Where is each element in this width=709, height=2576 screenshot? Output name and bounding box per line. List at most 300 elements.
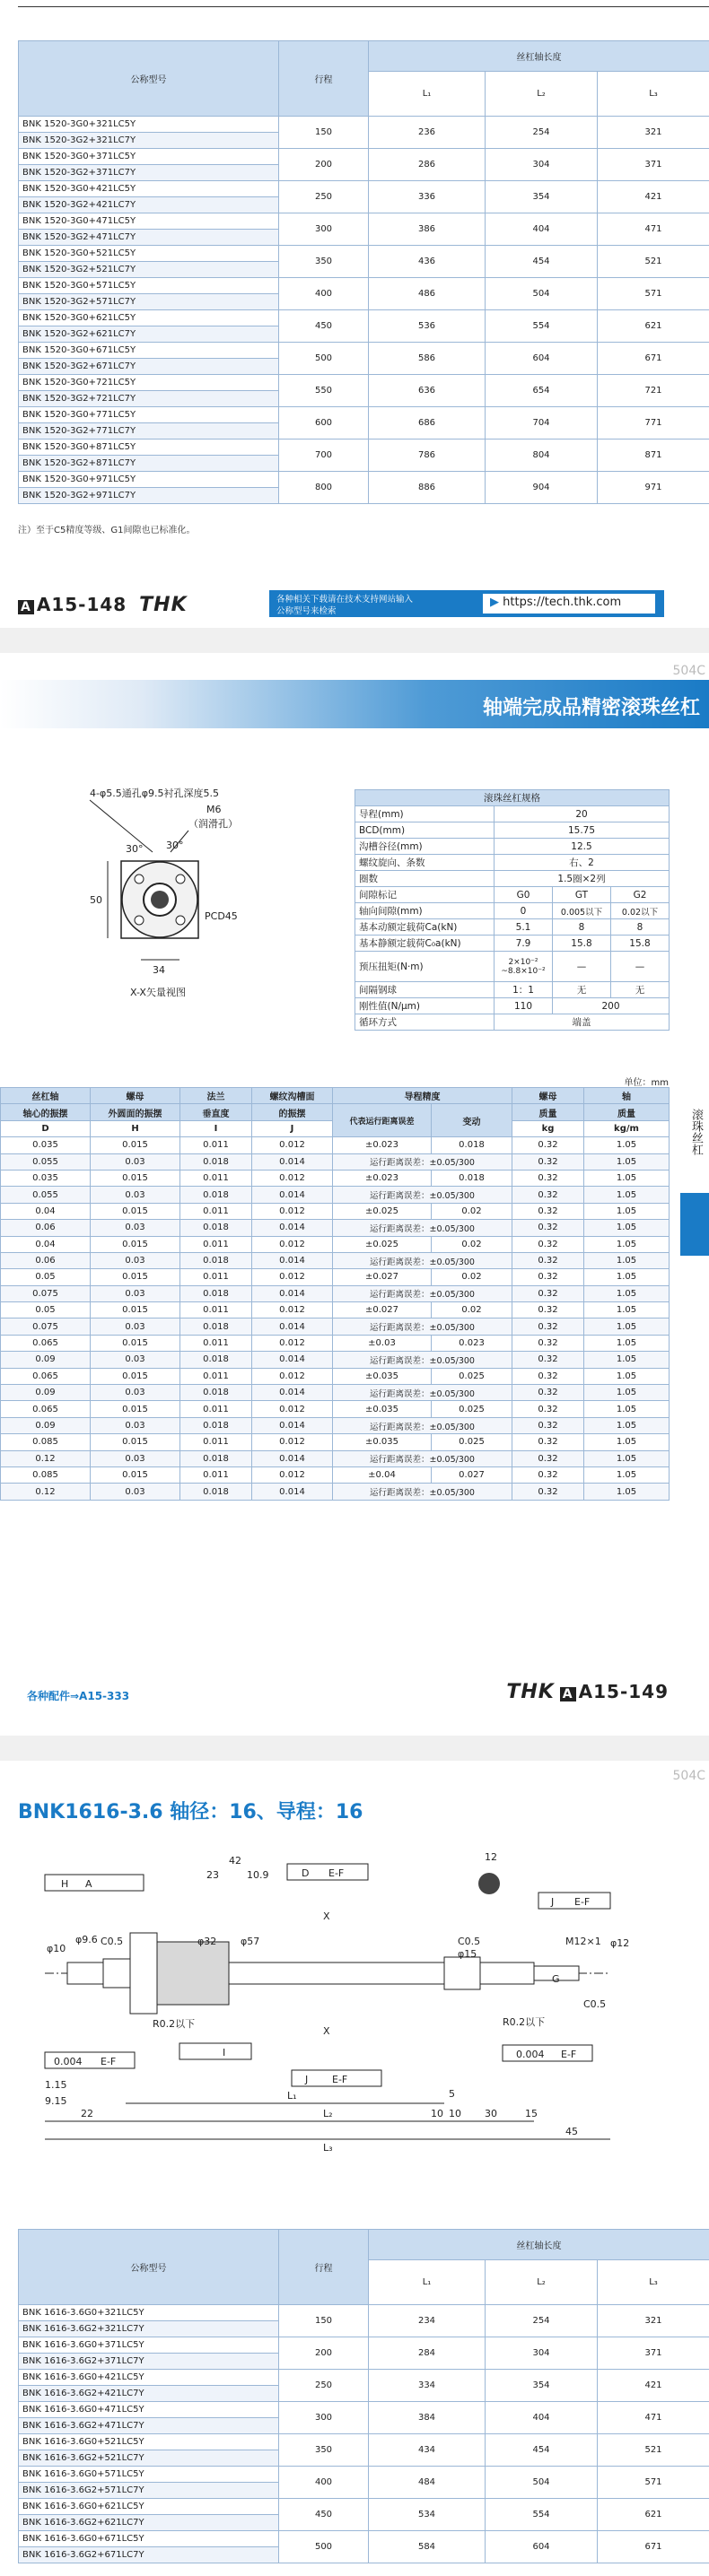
table-row bbox=[1, 1450, 670, 1466]
mount-hole-1 bbox=[135, 875, 144, 883]
shaft-step-left bbox=[103, 1959, 130, 1988]
accuracy-cell: 0.014 bbox=[252, 1385, 333, 1401]
gap-col: G2 bbox=[611, 887, 670, 903]
model-header: 公称型号 bbox=[19, 41, 279, 117]
preload-label: 预压扭矩(N·m) bbox=[355, 952, 495, 982]
model-cell: BNK 1520-3G2+671LC7Y bbox=[19, 359, 279, 375]
stroke-header: 行程 bbox=[279, 41, 369, 117]
l3-cell: 471 bbox=[598, 2402, 709, 2434]
accuracy-cell: 0.014 bbox=[252, 1220, 333, 1236]
preload-val: — bbox=[611, 952, 670, 982]
ball-val: 无 bbox=[611, 982, 670, 998]
l3-cell: 471 bbox=[598, 213, 709, 246]
acc-header: I bbox=[180, 1120, 252, 1136]
shaft-length-header: 丝杠轴长度 bbox=[369, 41, 709, 72]
shaft-end-right bbox=[480, 1962, 534, 1984]
accuracy-cell: 0.014 bbox=[252, 1450, 333, 1466]
stroke-cell: 250 bbox=[279, 181, 369, 213]
angle-2: 30° bbox=[166, 840, 184, 851]
l2-cell: 604 bbox=[486, 2531, 598, 2563]
accuracy-cell: 1.05 bbox=[584, 1335, 670, 1351]
accuracy-cell: ±0.027 bbox=[333, 1269, 432, 1285]
page2-code: 504C bbox=[672, 664, 705, 678]
accuracy-cell: 0.04 bbox=[1, 1236, 91, 1252]
acc-header: 轴 bbox=[584, 1088, 670, 1104]
table-row bbox=[19, 439, 709, 456]
chamfer-1: C0.5 bbox=[101, 1936, 124, 1947]
l3-cell: 621 bbox=[598, 2499, 709, 2531]
table-row bbox=[19, 472, 709, 488]
flange-part bbox=[130, 1933, 157, 2014]
model-cell: BNK 1520-3G0+671LC5Y bbox=[19, 343, 279, 359]
spec-value: 15.75 bbox=[495, 822, 670, 839]
table-row bbox=[1, 1417, 670, 1433]
stroke-cell: 550 bbox=[279, 375, 369, 407]
ca-val: 8 bbox=[553, 919, 611, 936]
top-model-table bbox=[18, 40, 709, 504]
ca-val: 5.1 bbox=[495, 919, 553, 936]
table-row bbox=[1, 1187, 670, 1203]
accuracy-cell: 0.03 bbox=[91, 1285, 180, 1301]
accuracy-cell: 0.015 bbox=[91, 1434, 180, 1450]
model-cell: BNK 1520-3G0+771LC5Y bbox=[19, 407, 279, 423]
accuracy-cell: 0.012 bbox=[252, 1335, 333, 1351]
tol-2: 0.004 bbox=[516, 2049, 545, 2060]
l2-cell: 504 bbox=[486, 278, 598, 310]
accuracy-cell: 0.018 bbox=[180, 1484, 252, 1500]
l2-cell: 304 bbox=[486, 149, 598, 181]
url-box[interactable] bbox=[483, 594, 655, 614]
l2-header: L₂ bbox=[486, 2260, 598, 2305]
model-cell: BNK 1616-3.6G0+371LC5Y bbox=[19, 2337, 279, 2354]
accuracy-cell: 0.018 bbox=[180, 1417, 252, 1433]
l3-cell: 371 bbox=[598, 2337, 709, 2370]
table-row bbox=[1, 1335, 670, 1351]
accuracy-cell: 0.018 bbox=[180, 1153, 252, 1170]
accuracy-cell: 1.05 bbox=[584, 1236, 670, 1252]
stroke-cell: 350 bbox=[279, 2434, 369, 2467]
table-row bbox=[19, 213, 709, 230]
table-row bbox=[19, 2337, 709, 2354]
accuracy-cell: ±0.025 bbox=[333, 1236, 432, 1252]
accuracy-cell: 1.05 bbox=[584, 1385, 670, 1401]
accuracy-cell: 0.03 bbox=[91, 1187, 180, 1203]
gdt-i: I bbox=[223, 2047, 226, 2058]
l2-cell: 554 bbox=[486, 310, 598, 343]
l2-cell: 654 bbox=[486, 375, 598, 407]
l1-cell: 486 bbox=[369, 278, 486, 310]
accuracy-cell: 0.09 bbox=[1, 1385, 91, 1401]
radius-2: R0.2以下 bbox=[503, 2016, 546, 2028]
accuracy-cell: 0.32 bbox=[512, 1335, 584, 1351]
model-cell: BNK 1616-3.6G2+571LC7Y bbox=[19, 2483, 279, 2499]
accuracy-cell: 0.012 bbox=[252, 1203, 333, 1219]
l3-cell: 571 bbox=[598, 2467, 709, 2499]
model-cell: BNK 1520-3G0+321LC5Y bbox=[19, 117, 279, 133]
coa-val: 15.8 bbox=[553, 936, 611, 952]
dim-50: 50 bbox=[90, 894, 102, 906]
l3-cell: 671 bbox=[598, 343, 709, 375]
accuracy-cell: 1.05 bbox=[584, 1252, 670, 1268]
model-cell: BNK 1520-3G2+871LC7Y bbox=[19, 456, 279, 472]
table-row bbox=[19, 2434, 709, 2450]
acc-header: 垂直度 bbox=[180, 1104, 252, 1120]
top-table-note: 注）至于C5精度等级、G1间隙也已标准化。 bbox=[18, 526, 196, 535]
acc-header: 代表运行距离误差 bbox=[333, 1104, 432, 1137]
coa-val: 15.8 bbox=[611, 936, 670, 952]
table-row bbox=[1, 1466, 670, 1483]
l3-cell: 671 bbox=[598, 2531, 709, 2563]
model-cell: BNK 1520-3G0+471LC5Y bbox=[19, 213, 279, 230]
acc-header: 法兰 bbox=[180, 1088, 252, 1104]
accuracy-cell: 0.12 bbox=[1, 1450, 91, 1466]
accuracy-cell: 0.055 bbox=[1, 1187, 91, 1203]
l2-cell: 904 bbox=[486, 472, 598, 504]
l3-cell: 421 bbox=[598, 2370, 709, 2402]
accuracy-cell: 0.018 bbox=[180, 1385, 252, 1401]
accuracy-cell: 0.32 bbox=[512, 1252, 584, 1268]
dim-9-15: 9.15 bbox=[45, 2095, 67, 2107]
shaft-end-left bbox=[67, 1962, 103, 1984]
page3-code: 504C bbox=[672, 1769, 705, 1783]
ball-val: 无 bbox=[553, 982, 611, 998]
accuracy-cell: 0.32 bbox=[512, 1401, 584, 1417]
accuracy-cell: 运行距离误差：±0.05/300 bbox=[333, 1318, 512, 1335]
accuracy-cell: 0.012 bbox=[252, 1434, 333, 1450]
screw-shaft bbox=[229, 1962, 444, 1984]
table-row bbox=[19, 2531, 709, 2547]
accuracy-cell: 0.32 bbox=[512, 1220, 584, 1236]
accuracy-cell: 运行距离误差：±0.05/300 bbox=[333, 1385, 512, 1401]
acc-header: H bbox=[91, 1120, 180, 1136]
accuracy-cell: 0.32 bbox=[512, 1137, 584, 1153]
accuracy-cell: 0.035 bbox=[1, 1137, 91, 1153]
dim-l3: L₃ bbox=[323, 2142, 333, 2153]
stroke-cell: 450 bbox=[279, 2499, 369, 2531]
model-cell: BNK 1520-3G0+571LC5Y bbox=[19, 278, 279, 294]
model-cell: BNK 1616-3.6G0+471LC5Y bbox=[19, 2402, 279, 2418]
page-divider-1 bbox=[0, 628, 709, 653]
top-cut-line bbox=[18, 0, 709, 7]
unit-label: 单位：mm bbox=[624, 1078, 669, 1088]
accuracy-cell: 1.05 bbox=[584, 1450, 670, 1466]
model-cell: BNK 1616-3.6G0+621LC5Y bbox=[19, 2499, 279, 2515]
spec-value: 1.5圈×2列 bbox=[495, 871, 670, 887]
nut-body bbox=[157, 1942, 229, 2005]
l2-cell: 554 bbox=[486, 2499, 598, 2531]
accuracy-cell: 0.075 bbox=[1, 1318, 91, 1335]
table-row bbox=[1, 1153, 670, 1170]
accuracy-cell: 1.05 bbox=[584, 1187, 670, 1203]
accuracy-cell: 0.02 bbox=[432, 1302, 512, 1318]
acc-header: 轴心的振摆 bbox=[1, 1104, 91, 1120]
stroke-cell: 400 bbox=[279, 278, 369, 310]
l1-cell: 786 bbox=[369, 439, 486, 472]
accuracy-cell: 1.05 bbox=[584, 1153, 670, 1170]
accuracy-cell: 0.018 bbox=[180, 1318, 252, 1335]
accuracy-cell: 0.014 bbox=[252, 1252, 333, 1268]
accuracy-cell: 0.012 bbox=[252, 1170, 333, 1186]
l3-header: L₃ bbox=[598, 72, 709, 117]
coa-label: 基本静额定载荷C₀a(kN) bbox=[355, 936, 495, 952]
accuracy-cell: 1.05 bbox=[584, 1220, 670, 1236]
l1-cell: 534 bbox=[369, 2499, 486, 2531]
dia-32: φ32 bbox=[197, 1936, 217, 1947]
accuracy-cell: 0.32 bbox=[512, 1484, 584, 1500]
spec-label: 导程(mm) bbox=[355, 806, 495, 822]
accuracy-cell: 0.04 bbox=[1, 1203, 91, 1219]
table-row bbox=[19, 2370, 709, 2386]
thk-logo: THK bbox=[139, 594, 188, 616]
accuracy-cell: 0.03 bbox=[91, 1153, 180, 1170]
l3-cell: 321 bbox=[598, 2305, 709, 2337]
accuracy-cell: 0.011 bbox=[180, 1434, 252, 1450]
acc-header: J bbox=[252, 1120, 333, 1136]
rigid-label: 刚性值(N/μm) bbox=[355, 998, 495, 1014]
accuracy-cell: 1.05 bbox=[584, 1137, 670, 1153]
accuracy-cell: 0.011 bbox=[180, 1236, 252, 1252]
accuracy-cell: 0.02 bbox=[432, 1236, 512, 1252]
l2-cell: 404 bbox=[486, 2402, 598, 2434]
table-row bbox=[1, 1170, 670, 1186]
l1-cell: 336 bbox=[369, 181, 486, 213]
page-divider-2 bbox=[0, 1736, 709, 1761]
table-row bbox=[1, 1252, 670, 1268]
l1-cell: 584 bbox=[369, 2531, 486, 2563]
l3-cell: 971 bbox=[598, 472, 709, 504]
l1-cell: 286 bbox=[369, 149, 486, 181]
model-cell: BNK 1520-3G2+421LC7Y bbox=[19, 197, 279, 213]
ball-label: 间隔钢球 bbox=[355, 982, 495, 998]
accuracy-cell: 0.065 bbox=[1, 1401, 91, 1417]
model-cell: BNK 1520-3G2+771LC7Y bbox=[19, 423, 279, 439]
accuracy-cell: 0.014 bbox=[252, 1352, 333, 1368]
model-cell: BNK 1616-3.6G0+321LC5Y bbox=[19, 2305, 279, 2321]
stroke-cell: 700 bbox=[279, 439, 369, 472]
model-cell: BNK 1520-3G2+371LC7Y bbox=[19, 165, 279, 181]
l3-cell: 571 bbox=[598, 278, 709, 310]
l1-cell: 436 bbox=[369, 246, 486, 278]
dia-57: φ57 bbox=[241, 1936, 260, 1947]
acc-header: 质量 bbox=[512, 1104, 584, 1120]
page-a-icon: A bbox=[560, 1687, 576, 1701]
url-link[interactable]: https://tech.thk.com bbox=[503, 596, 622, 609]
accuracy-cell: 0.06 bbox=[1, 1252, 91, 1268]
model-cell: BNK 1616-3.6G2+421LC7Y bbox=[19, 2386, 279, 2402]
model-cell: BNK 1520-3G0+371LC5Y bbox=[19, 149, 279, 165]
accuracy-cell: 0.015 bbox=[91, 1170, 180, 1186]
accuracy-cell: 运行距离误差：±0.05/300 bbox=[333, 1220, 512, 1236]
shaft-core bbox=[151, 891, 169, 909]
model-cell: BNK 1520-3G0+621LC5Y bbox=[19, 310, 279, 326]
gdt-ef-2: E-F bbox=[574, 1896, 591, 1908]
accuracy-cell: 0.012 bbox=[252, 1368, 333, 1384]
promo-banner bbox=[269, 590, 664, 617]
accuracy-cell: 0.065 bbox=[1, 1335, 91, 1351]
page1-footer bbox=[0, 585, 709, 621]
l1-cell: 334 bbox=[369, 2370, 486, 2402]
accuracy-cell: 0.011 bbox=[180, 1170, 252, 1186]
accuracy-cell: 0.03 bbox=[91, 1385, 180, 1401]
ball-val: 1：1 bbox=[495, 982, 553, 998]
accuracy-cell: 0.018 bbox=[180, 1352, 252, 1368]
accuracy-cell: ±0.023 bbox=[333, 1170, 432, 1186]
axial-label: 轴向间隙(mm) bbox=[355, 903, 495, 919]
rigid-val: 200 bbox=[553, 998, 670, 1014]
stroke-header: 行程 bbox=[279, 2230, 369, 2305]
accuracy-cell: 1.05 bbox=[584, 1401, 670, 1417]
dia-15: φ15 bbox=[458, 1948, 477, 1960]
l2-cell: 254 bbox=[486, 2305, 598, 2337]
acc-header: 螺纹沟槽面 bbox=[252, 1088, 333, 1104]
model-cell: BNK 1616-3.6G2+371LC7Y bbox=[19, 2354, 279, 2370]
accuracy-cell: 运行距离误差：±0.05/300 bbox=[333, 1187, 512, 1203]
stroke-cell: 600 bbox=[279, 407, 369, 439]
accuracy-cell: 1.05 bbox=[584, 1285, 670, 1301]
model-cell: BNK 1520-3G2+521LC7Y bbox=[19, 262, 279, 278]
gdt-a: A bbox=[85, 1878, 92, 1890]
accuracy-cell: 0.015 bbox=[91, 1335, 180, 1351]
gap-col: G0 bbox=[495, 887, 553, 903]
table-row bbox=[1, 1220, 670, 1236]
gdt-g: G bbox=[552, 1973, 560, 1985]
preload-val: 2×10⁻² ~8.8×10⁻² bbox=[495, 952, 553, 982]
chamfer-2: C0.5 bbox=[458, 1936, 481, 1947]
model-cell: BNK 1520-3G2+971LC7Y bbox=[19, 488, 279, 504]
thread-label: M12×1 bbox=[565, 1936, 601, 1947]
accuracy-cell: 0.32 bbox=[512, 1466, 584, 1483]
accuracy-cell: 0.03 bbox=[91, 1484, 180, 1500]
accuracy-cell: 0.025 bbox=[432, 1401, 512, 1417]
accuracy-cell: 0.32 bbox=[512, 1318, 584, 1335]
stroke-cell: 150 bbox=[279, 2305, 369, 2337]
accuracy-cell: 0.05 bbox=[1, 1302, 91, 1318]
l1-header: L₁ bbox=[369, 2260, 486, 2305]
stroke-cell: 200 bbox=[279, 2337, 369, 2370]
parts-link[interactable]: 各种配件⇒A15-333 bbox=[27, 1690, 130, 1702]
l1-header: L₁ bbox=[369, 72, 486, 117]
stroke-cell: 500 bbox=[279, 2531, 369, 2563]
accuracy-cell: 0.03 bbox=[91, 1450, 180, 1466]
mount-hole-2 bbox=[176, 875, 185, 883]
l3-cell: 521 bbox=[598, 2434, 709, 2467]
stroke-cell: 800 bbox=[279, 472, 369, 504]
table-row bbox=[19, 310, 709, 326]
l1-cell: 586 bbox=[369, 343, 486, 375]
spec-value: 20 bbox=[495, 806, 670, 822]
model-cell: BNK 1520-3G0+721LC5Y bbox=[19, 375, 279, 391]
spec-value: 12.5 bbox=[495, 839, 670, 855]
dia-10: φ10 bbox=[47, 1943, 66, 1954]
angle-1: 30° bbox=[126, 843, 144, 855]
accuracy-cell: 0.018 bbox=[432, 1170, 512, 1186]
table-row bbox=[19, 117, 709, 133]
gdt-ef-5: E-F bbox=[561, 2049, 577, 2060]
accuracy-cell: 1.05 bbox=[584, 1466, 670, 1483]
l3-cell: 321 bbox=[598, 117, 709, 149]
table-row bbox=[1, 1318, 670, 1335]
l2-cell: 404 bbox=[486, 213, 598, 246]
accuracy-cell: 0.011 bbox=[180, 1302, 252, 1318]
side-tab-marker bbox=[680, 1193, 709, 1256]
accuracy-cell: 0.085 bbox=[1, 1434, 91, 1450]
model-cell: BNK 1616-3.6G2+471LC7Y bbox=[19, 2418, 279, 2434]
l3-cell: 721 bbox=[598, 375, 709, 407]
model-cell: BNK 1520-3G0+521LC5Y bbox=[19, 246, 279, 262]
spec-title: 滚珠丝杠规格 bbox=[355, 790, 670, 806]
accuracy-cell: 0.012 bbox=[252, 1466, 333, 1483]
accuracy-cell: 0.015 bbox=[91, 1466, 180, 1483]
table-row bbox=[1, 1302, 670, 1318]
accuracy-table bbox=[0, 1087, 670, 1501]
l3-cell: 521 bbox=[598, 246, 709, 278]
model-cell: BNK 1520-3G0+871LC5Y bbox=[19, 439, 279, 456]
l1-cell: 686 bbox=[369, 407, 486, 439]
mount-hole-4 bbox=[176, 916, 185, 925]
accuracy-cell: 1.05 bbox=[584, 1302, 670, 1318]
dim-42: 42 bbox=[229, 1855, 241, 1867]
dim-l1: L₁ bbox=[287, 2090, 297, 2102]
table-row bbox=[19, 2467, 709, 2483]
stroke-cell: 150 bbox=[279, 117, 369, 149]
accuracy-cell: 0.011 bbox=[180, 1269, 252, 1285]
table-row bbox=[1, 1269, 670, 1285]
model-cell: BNK 1520-3G2+721LC7Y bbox=[19, 391, 279, 407]
gdt-j-2: J bbox=[305, 2074, 309, 2085]
spec-label: 圈数 bbox=[355, 871, 495, 887]
model-cell: BNK 1520-3G0+971LC5Y bbox=[19, 472, 279, 488]
accuracy-cell: 0.065 bbox=[1, 1368, 91, 1384]
gdt-d: D bbox=[302, 1867, 310, 1879]
side-tab[interactable] bbox=[680, 1103, 709, 1256]
accuracy-cell: 0.015 bbox=[91, 1401, 180, 1417]
circ-label: 循环方式 bbox=[355, 1014, 495, 1031]
acc-header: 的振摆 bbox=[252, 1104, 333, 1120]
accuracy-cell: 0.03 bbox=[91, 1417, 180, 1433]
dim-34: 34 bbox=[153, 964, 165, 976]
accuracy-cell: 0.32 bbox=[512, 1236, 584, 1252]
table-row bbox=[19, 149, 709, 165]
coa-val: 7.9 bbox=[495, 936, 553, 952]
accuracy-cell: 0.02 bbox=[432, 1203, 512, 1219]
accuracy-cell: ±0.025 bbox=[333, 1203, 432, 1219]
accuracy-cell: ±0.035 bbox=[333, 1368, 432, 1384]
model-cell: BNK 1616-3.6G0+671LC5Y bbox=[19, 2531, 279, 2547]
accuracy-cell: 运行距离误差：±0.05/300 bbox=[333, 1450, 512, 1466]
table-row bbox=[19, 2499, 709, 2515]
accuracy-cell: 0.075 bbox=[1, 1285, 91, 1301]
accuracy-cell: 0.012 bbox=[252, 1269, 333, 1285]
accuracy-cell: 0.12 bbox=[1, 1484, 91, 1500]
l2-cell: 254 bbox=[486, 117, 598, 149]
l1-cell: 234 bbox=[369, 2305, 486, 2337]
l1-cell: 236 bbox=[369, 117, 486, 149]
gdt-j: J bbox=[551, 1896, 555, 1908]
model-cell: BNK 1520-3G0+421LC5Y bbox=[19, 181, 279, 197]
accuracy-cell: 0.09 bbox=[1, 1417, 91, 1433]
accuracy-cell: 0.012 bbox=[252, 1236, 333, 1252]
gap-col: GT bbox=[553, 887, 611, 903]
accuracy-cell: 0.014 bbox=[252, 1484, 333, 1500]
stroke-cell: 500 bbox=[279, 343, 369, 375]
l1-cell: 434 bbox=[369, 2434, 486, 2467]
accuracy-cell: 0.018 bbox=[432, 1137, 512, 1153]
table-row bbox=[19, 278, 709, 294]
accuracy-cell: 0.012 bbox=[252, 1137, 333, 1153]
l3-header: L₃ bbox=[598, 2260, 709, 2305]
page2-number: THK A A15-149 bbox=[506, 1681, 669, 1703]
page2-title-bar bbox=[0, 680, 709, 728]
